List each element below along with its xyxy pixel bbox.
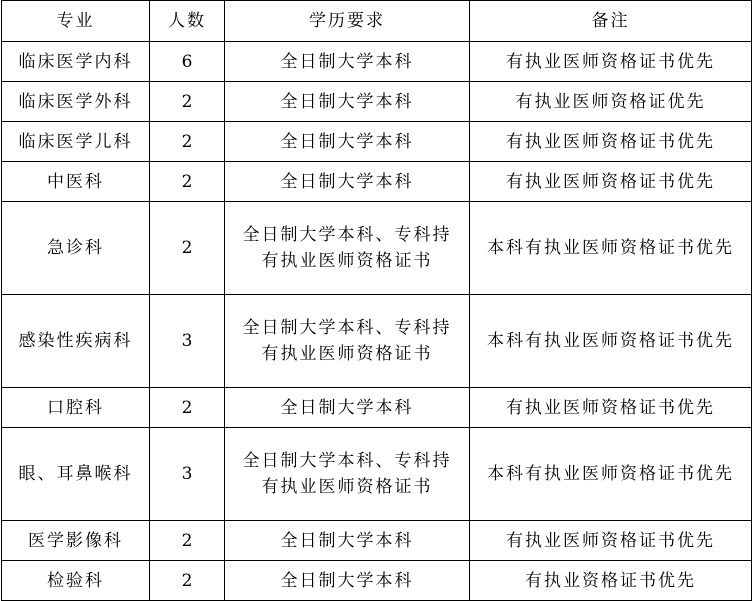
cell-education: 全日制大学本科	[225, 561, 470, 601]
cell-education: 全日制大学本科	[225, 82, 470, 122]
header-major: 专业	[2, 1, 150, 42]
cell-count: 2	[150, 521, 225, 561]
cell-major: 检验科	[2, 561, 150, 601]
cell-count: 2	[150, 162, 225, 202]
cell-note: 有执业医师资格证书优先	[470, 122, 752, 162]
cell-note: 有执业医师资格证优先	[470, 82, 752, 122]
table-row	[2, 162, 752, 202]
table-row	[2, 295, 752, 388]
education-line: 全日制大学本科、专科持	[242, 225, 452, 245]
cell-education	[225, 202, 470, 295]
cell-education	[225, 295, 470, 388]
header-note: 备注	[470, 1, 752, 42]
table-row	[2, 388, 752, 428]
header-count: 人数	[150, 1, 225, 42]
cell-education: 全日制大学本科	[225, 388, 470, 428]
table-row	[2, 561, 752, 601]
cell-major: 医学影像科	[2, 521, 150, 561]
cell-major: 临床医学内科	[2, 42, 150, 82]
cell-count: 2	[150, 388, 225, 428]
table-row	[2, 428, 752, 521]
cell-count: 6	[150, 42, 225, 82]
cell-note: 本科有执业医师资格证书优先	[470, 295, 752, 388]
cell-note: 本科有执业医师资格证书优先	[470, 202, 752, 295]
cell-major: 感染性疾病科	[2, 295, 150, 388]
cell-education: 全日制大学本科	[225, 122, 470, 162]
cell-note: 有执业医师资格证书优先	[470, 42, 752, 82]
cell-major: 临床医学儿科	[2, 122, 150, 162]
cell-education: 全日制大学本科	[225, 162, 470, 202]
cell-count: 3	[150, 428, 225, 521]
table-row	[2, 202, 752, 295]
recruitment-table	[1, 0, 752, 601]
cell-note: 有执业医师资格证书优先	[470, 162, 752, 202]
cell-note: 本科有执业医师资格证书优先	[470, 428, 752, 521]
cell-major: 急诊科	[2, 202, 150, 295]
education-line: 有执业医师资格证书	[261, 344, 433, 364]
cell-note: 有执业医师资格证书优先	[470, 521, 752, 561]
cell-count: 2	[150, 82, 225, 122]
education-line: 有执业医师资格证书	[261, 477, 433, 497]
cell-major: 眼、耳鼻喉科	[2, 428, 150, 521]
education-line: 有执业医师资格证书	[261, 251, 433, 271]
education-line: 全日制大学本科、专科持	[242, 451, 452, 471]
cell-major: 口腔科	[2, 388, 150, 428]
cell-major: 临床医学外科	[2, 82, 150, 122]
cell-count: 2	[150, 561, 225, 601]
cell-count: 2	[150, 122, 225, 162]
cell-count: 3	[150, 295, 225, 388]
header-education: 学历要求	[225, 1, 470, 42]
table-row	[2, 521, 752, 561]
table-row	[2, 42, 752, 82]
table-row	[2, 122, 752, 162]
cell-education: 全日制大学本科	[225, 521, 470, 561]
table-row	[2, 82, 752, 122]
cell-major: 中医科	[2, 162, 150, 202]
cell-count: 2	[150, 202, 225, 295]
cell-education: 全日制大学本科	[225, 42, 470, 82]
cell-education	[225, 428, 470, 521]
education-line: 全日制大学本科、专科持	[242, 318, 452, 338]
cell-note: 有执业资格证书优先	[470, 561, 752, 601]
cell-note: 有执业医师资格证书优先	[470, 388, 752, 428]
header-row	[2, 1, 752, 42]
